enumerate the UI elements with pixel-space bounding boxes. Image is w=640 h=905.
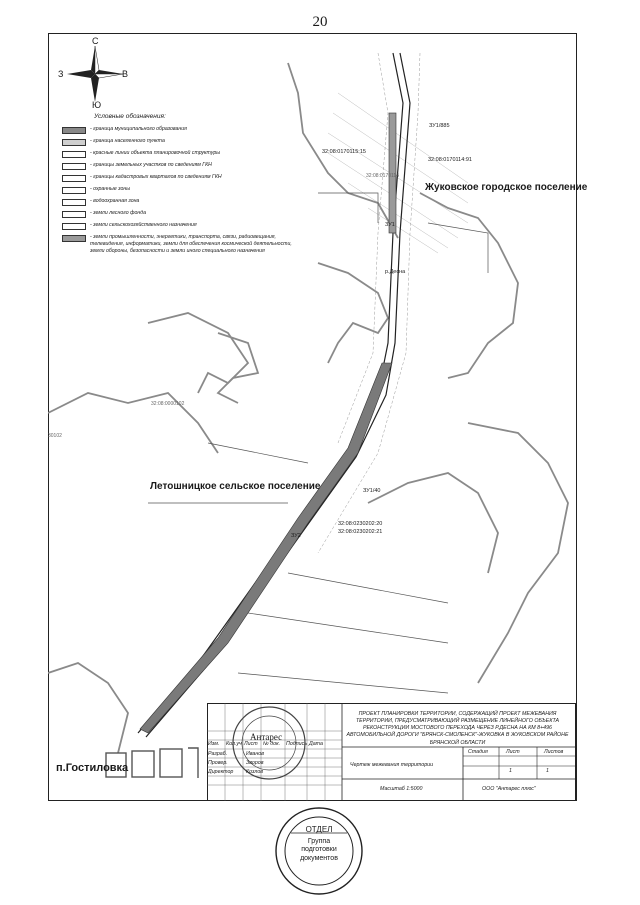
legend-label: - земли сельскохозяйственного назначения: [90, 222, 197, 228]
stamp-line1: ОТДЕЛ: [305, 825, 333, 834]
zu1-885-label: ЗУ1/885: [429, 123, 450, 129]
legend-item: [62, 162, 292, 172]
role-label: Директор: [208, 769, 234, 775]
legend-label: - границы кадастровых кварталов по сведениям ГКН: [90, 174, 222, 180]
legend-item: [62, 186, 292, 196]
parcel-boundary: [208, 443, 308, 463]
terrain-contour: [218, 333, 258, 403]
stage-header: Стадия: [468, 749, 488, 755]
quarter-label: 30102: [48, 433, 62, 439]
zu2-label: ЗУ2: [291, 533, 301, 539]
legend-item: [62, 126, 292, 136]
legend-item: [62, 210, 292, 220]
zu1-40-label: ЗУ1/40: [363, 488, 381, 494]
legend-label: - границы земельных участков по сведениям ГКН: [90, 162, 212, 168]
legend-swatch: [62, 139, 86, 146]
parcel-label: 32:08:0230202:21: [338, 529, 383, 535]
quarter-label: 32:08:0000102: [151, 401, 185, 407]
terrain-contour: [48, 663, 128, 753]
sheets-count: 1: [546, 768, 549, 774]
role-label: Разраб.: [208, 751, 228, 757]
sheets-header: Листов: [544, 749, 564, 755]
parcel-label: 32:08:0230202:20: [338, 521, 383, 527]
compass-rose: [60, 38, 130, 110]
col-header: № док.: [263, 741, 281, 747]
letoshnitskoe-label: Летошницкое сельское поселение: [150, 481, 321, 492]
quarter-label: 32:08:0170114: [366, 173, 399, 179]
river-label: р.Десна: [385, 269, 406, 275]
name-label: Зворов: [246, 760, 264, 766]
legend-swatch: [62, 211, 86, 218]
seal-text: Антарес: [250, 732, 283, 742]
terrain-contour: [468, 423, 568, 683]
col-header: Лист: [244, 741, 258, 747]
zhukovskoe-label: Жуковское городское поселение: [425, 182, 588, 193]
legend-item: [62, 234, 292, 254]
office-stamp: [258, 806, 380, 896]
role-label: Провер.: [208, 760, 228, 766]
compass-east: В: [122, 69, 129, 79]
legend-item: [62, 222, 292, 232]
parcel-boundary: [288, 573, 448, 603]
legend-swatch: [62, 175, 86, 182]
legend-item: [62, 138, 292, 148]
name-label: Козлов: [246, 769, 264, 775]
parcel-boundary: [318, 193, 378, 223]
legend-label: - красные линии объекта планировочной структуры: [90, 150, 221, 156]
legend-label: - земли промышленности, энергетики, транспорта, связи, радиовещания, телевидения, информатики, земли для обеспечения космической деятельности, земли обороны, безопасности и земли иного специального назначения: [90, 234, 292, 254]
col-header: Изм.: [208, 741, 220, 747]
sheet-title: Чертеж межевания территории: [350, 762, 434, 768]
col-header: Подпись: [286, 741, 308, 747]
legend-label: - граница населенного пункта: [90, 138, 165, 144]
parcel-label: 32:08:0170114:91: [428, 157, 472, 163]
parcel-boundary: [248, 613, 448, 643]
legend-swatch: [62, 127, 86, 134]
legend-label: - граница муниципального образования: [90, 126, 187, 132]
legend: [62, 113, 292, 256]
name-label: Иванов: [246, 751, 265, 757]
project-title: ПРОЕКТ ПЛАНИРОВКИ ТЕРРИТОРИИ, СОДЕРЖАЩИЙ ПРОЕКТ МЕЖЕВАНИЯ ТЕРРИТОРИИ, ПРЕДУСМАТРИВАЮЩИЙ РАЗМЕЩЕНИЕ ЛИНЕЙНОГО ОБЪЕКТА РЕКОНСТРУКЦИИ МОСТОВОГО ПЕРЕХОДА ЧЕРЕЗ Р.ДЕСНА НА КМ 8+496 АВТОМОБИЛЬНОЙ ДОРОГИ "БРЯНСК-СМОЛЕНСК"-ЖУКОВКА В ЖУКОВСКОМ РАЙОНЕ БРЯНСКОЙ ОБЛАСТИ: [346, 711, 569, 746]
sheet-header: Лист: [506, 749, 520, 755]
legend-label: - охранные зоны: [90, 186, 131, 192]
legend-swatch: [62, 223, 86, 230]
compass-north: С: [92, 36, 99, 46]
compass-south: Ю: [92, 100, 102, 110]
sheet-number: 1: [509, 768, 512, 774]
terrain-contour: [48, 393, 218, 453]
legend-item: [62, 198, 292, 208]
legend-item: [62, 174, 292, 184]
terrain-contour: [148, 313, 248, 393]
terrain-contour: [420, 193, 518, 378]
legend-label: - земли лесного фонда: [90, 210, 146, 216]
gostilovka-label: п.Гостиловка: [56, 762, 129, 774]
zu1-label: ЗУ1: [385, 222, 395, 228]
page-number: 20: [312, 14, 328, 30]
scale-label: Масштаб 1:5000: [380, 786, 423, 792]
terrain-contour: [368, 473, 498, 573]
legend-swatch: [62, 187, 86, 194]
stamp-line2: Группа подготовки документов: [300, 838, 338, 862]
col-header: Кол.уч: [226, 741, 242, 747]
col-header: Дата: [309, 741, 323, 747]
parcel-boundary: [428, 223, 488, 273]
legend-item: [62, 150, 292, 160]
legend-label: - водоохранная зона: [90, 198, 140, 204]
legend-title: Условные обозначения:: [94, 113, 166, 120]
compass-west: З: [58, 69, 64, 79]
terrain-contour: [318, 263, 388, 363]
parcel-label: 32:08:0170115:15: [322, 149, 366, 155]
legend-swatch: [62, 199, 86, 206]
org-label: ООО "Антарес плюс": [482, 786, 536, 792]
legend-swatch: [62, 151, 86, 158]
legend-swatch: [62, 163, 86, 170]
legend-swatch: [62, 235, 86, 242]
parcel-boundary: [238, 673, 448, 693]
